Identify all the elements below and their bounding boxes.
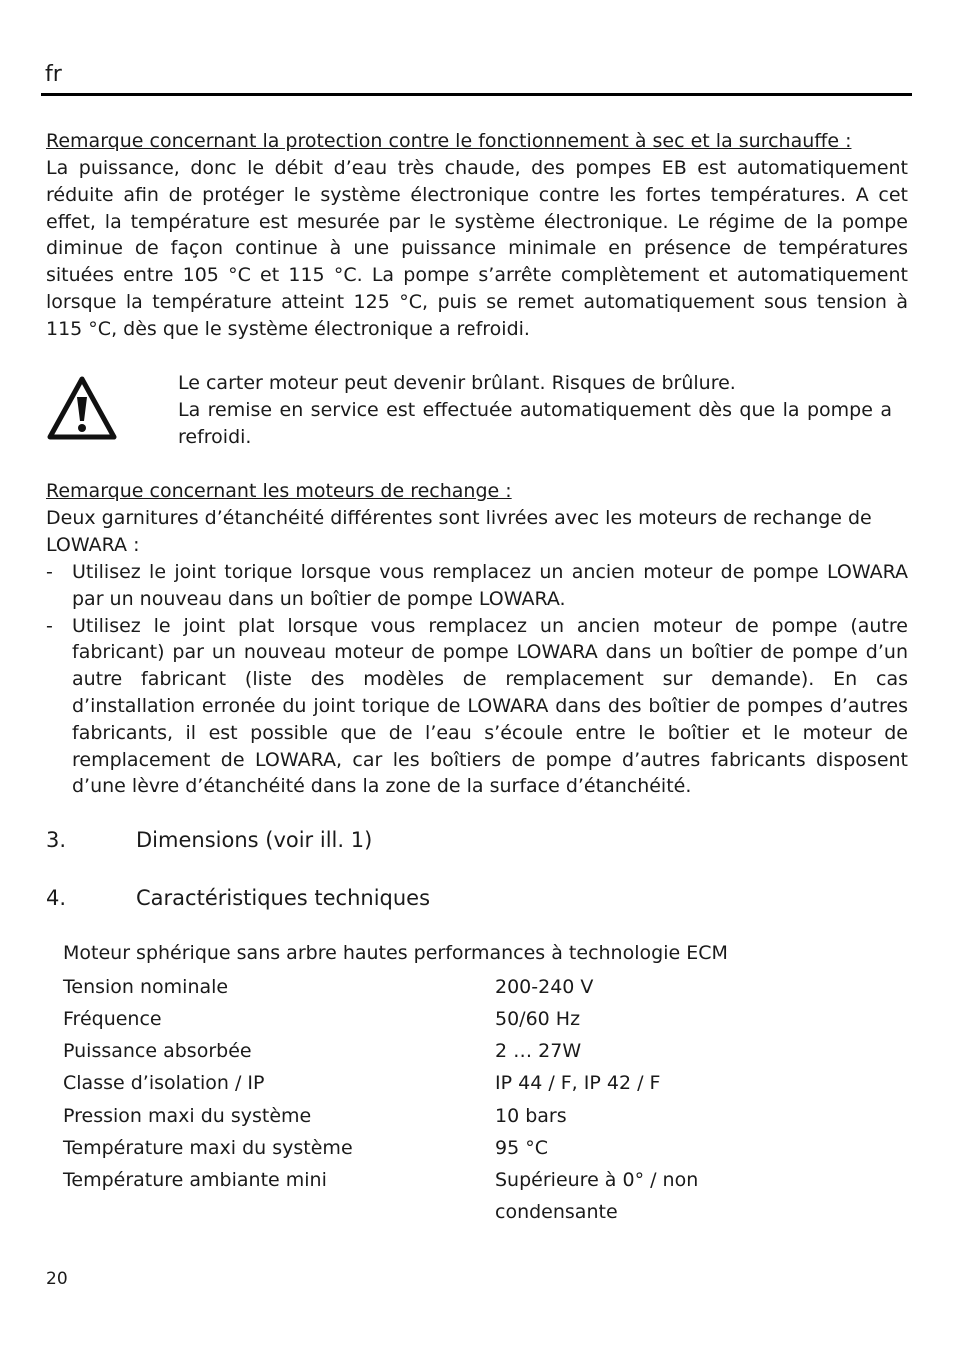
spec-label: Classe d’isolation / IP xyxy=(63,1072,265,1094)
section-number: 4. xyxy=(46,886,67,910)
spec-value: 50/60 Hz xyxy=(495,1008,581,1030)
spec-value: Supérieure à 0° / non condensante xyxy=(495,1169,699,1223)
spec-label: Pression maxi du système xyxy=(63,1105,312,1127)
page-number: 20 xyxy=(46,1269,68,1289)
list-item xyxy=(46,559,908,613)
spec-value: 95 °C xyxy=(495,1137,548,1159)
section-number: 3. xyxy=(46,828,67,852)
list-item-text: Utilisez le joint plat lorsque vous remplacez un ancien moteur de pompe (autre fabricant) par un nouveau moteur de pompe LOWARA dans un boîtier de pompe d’un autre fabricant (liste des modèles de remplacement sur demande). En cas d’installation erronée du joint torique de LOWARA dans des boîtier de pompes d’autres fabricants, il est possible que de l’eau s’écoule entre le boîtier et le moteur de remplacement de LOWARA, car les boîtiers de pompe d’autres fabricants disposent d’une lèvre d’étanchéité dans la zone de la surface d’étanchéité. xyxy=(72,614,908,798)
spec-value: IP 44 / F, IP 42 / F xyxy=(495,1072,661,1094)
spec-value: 2 … 27W xyxy=(495,1040,582,1062)
list-dash: - xyxy=(46,561,53,583)
spec-label: Tension nominale xyxy=(63,976,229,998)
dry-run-note-body: La puissance, donc le débit d’eau très chaude, des pompes EB est automatiquement réduite afin de protéger le système électronique contre les fortes températures. A cet effet, la température est mesurée par le système électronique. Le régime de la pompe diminue de façon continue à une puissance minimale en présence de températures situées entre 105 °C et 115 °C. La pompe s’arrête complètement et automatiquement lorsque la température atteint 125 °C, puis se remet automatiquement sous tension à 115 °C, dès que le système électronique a refroidi. xyxy=(46,157,908,340)
spare-motor-list xyxy=(46,559,908,800)
spec-label: Fréquence xyxy=(63,1008,162,1030)
warning-text xyxy=(178,370,892,450)
spare-motor-note-title: Remarque concernant les moteurs de rechange : xyxy=(46,480,512,502)
dry-run-note-title: Remarque concernant la protection contre le fonctionnement à sec et la surchauffe : xyxy=(46,130,852,152)
section-4-heading xyxy=(46,886,430,910)
specs-intro: Moteur sphérique sans arbre hautes performances à technologie ECM xyxy=(63,942,728,964)
language-code: fr xyxy=(45,62,62,87)
warning-line-1: Le carter moteur peut devenir brûlant. Risques de brûlure. xyxy=(178,372,736,394)
spare-motor-note-body: Deux garnitures d’étanchéité différentes sont livrées avec les moteurs de rechange de LOWARA : xyxy=(46,507,872,556)
list-item-text: Utilisez le joint torique lorsque vous remplacez un ancien moteur de pompe LOWARA par un nouveau dans un boîtier de pompe LOWARA. xyxy=(72,561,908,610)
warning-triangle-icon xyxy=(46,375,118,441)
section-title: Caractéristiques techniques xyxy=(136,886,431,910)
spec-label: Température ambiante mini xyxy=(63,1169,327,1191)
list-item xyxy=(46,613,908,801)
spec-value: 10 bars xyxy=(495,1105,567,1127)
spec-value: 200-240 V xyxy=(495,976,594,998)
warning-line-2: La remise en service est effectuée automatiquement dès que la pompe a refroidi. xyxy=(178,398,892,448)
section-suffix: (voir ill. 1) xyxy=(258,828,373,852)
section-title: Dimensions xyxy=(136,828,259,852)
header-rule xyxy=(41,93,912,96)
spec-label: Puissance absorbée xyxy=(63,1040,252,1062)
spec-label: Température maxi du système xyxy=(63,1137,353,1159)
section-3-heading xyxy=(46,828,372,852)
list-dash: - xyxy=(46,614,53,637)
